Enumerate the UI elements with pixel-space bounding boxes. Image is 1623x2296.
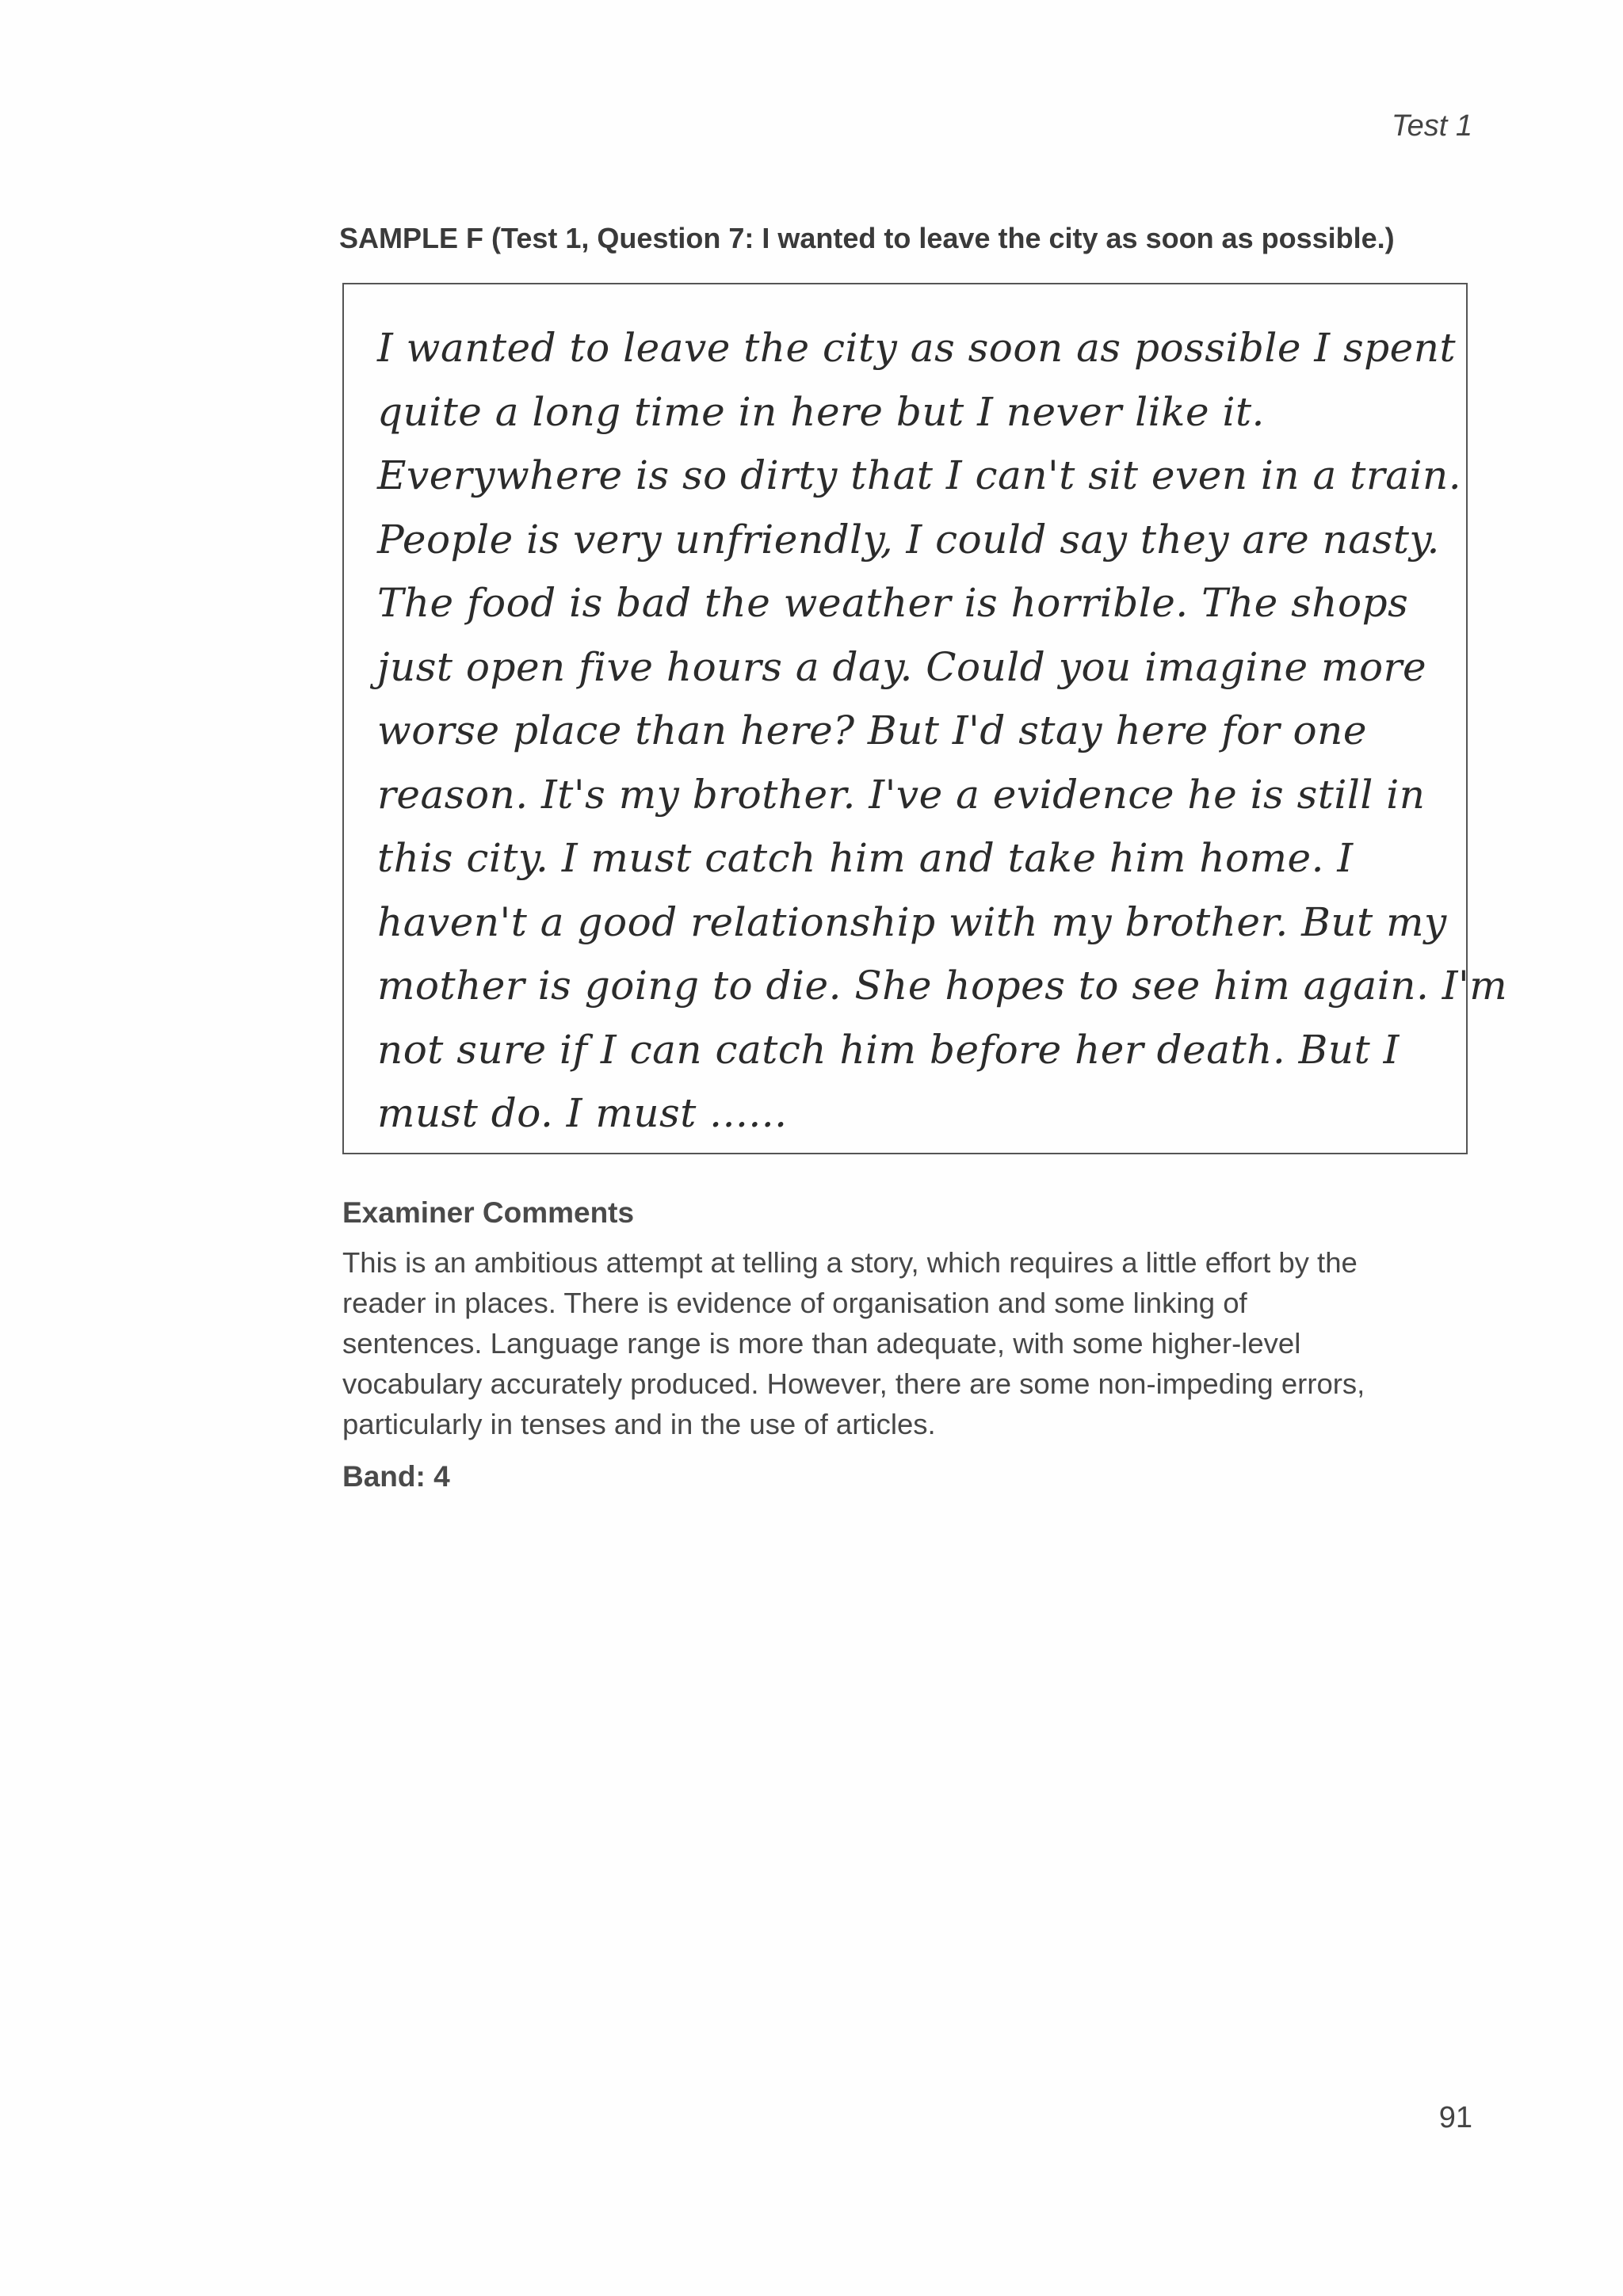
page-number: 91 bbox=[1438, 2101, 1472, 2134]
handwritten-line: People is very unfriendly, I could say they are nasty. bbox=[377, 516, 1440, 563]
handwritten-line: Everywhere is so dirty that I can't sit even in a train. bbox=[377, 452, 1462, 498]
examiner-comment-line: sentences. Language range is more than adequate, with some higher-level bbox=[342, 1327, 1301, 1360]
handwritten-line: mother is going to die. She hopes to see him again. I'm bbox=[377, 963, 1508, 1009]
examiner-comment-line: This is an ambitious attempt at telling a story, which requires a little effort by the bbox=[342, 1246, 1358, 1279]
examiner-comments-title: Examiner Comments bbox=[342, 1196, 635, 1229]
running-header: Test 1 bbox=[1391, 109, 1472, 143]
band-score: Band: 4 bbox=[342, 1460, 450, 1493]
handwritten-line: just open five hours a day. Could you imagine more bbox=[377, 643, 1427, 690]
examiner-comments-body bbox=[342, 1242, 1484, 1444]
handwritten-line: quite a long time in here but I never like it. bbox=[377, 388, 1265, 435]
handwritten-line: not sure if I can catch him before her death. But I bbox=[377, 1026, 1400, 1073]
examiner-comment-line: particularly in tenses and in the use of articles. bbox=[342, 1408, 936, 1440]
handwritten-answer-box bbox=[342, 283, 1508, 1154]
handwritten-line: must do. I must ...... bbox=[377, 1090, 788, 1136]
handwritten-line: this city. I must catch him and take him home. I bbox=[377, 835, 1354, 881]
handwritten-line: haven't a good relationship with my brother. But my bbox=[377, 898, 1447, 945]
handwritten-line: reason. It's my brother. I've a evidence he is still in bbox=[377, 771, 1426, 818]
sample-heading: SAMPLE F (Test 1, Question 7: I wanted to leave the city as soon as possible.) bbox=[339, 222, 1395, 254]
handwritten-line: I wanted to leave the city as soon as possible I spent bbox=[377, 325, 1457, 371]
handwritten-line: The food is bad the weather is horrible. The shops bbox=[377, 580, 1409, 626]
handwritten-line: worse place than here? But I'd stay here for one bbox=[377, 707, 1367, 753]
examiner-comment-line: vocabulary accurately produced. However, there are some non-impeding errors, bbox=[342, 1367, 1365, 1400]
examiner-comment-line: reader in places. There is evidence of organisation and some linking of bbox=[342, 1287, 1247, 1319]
